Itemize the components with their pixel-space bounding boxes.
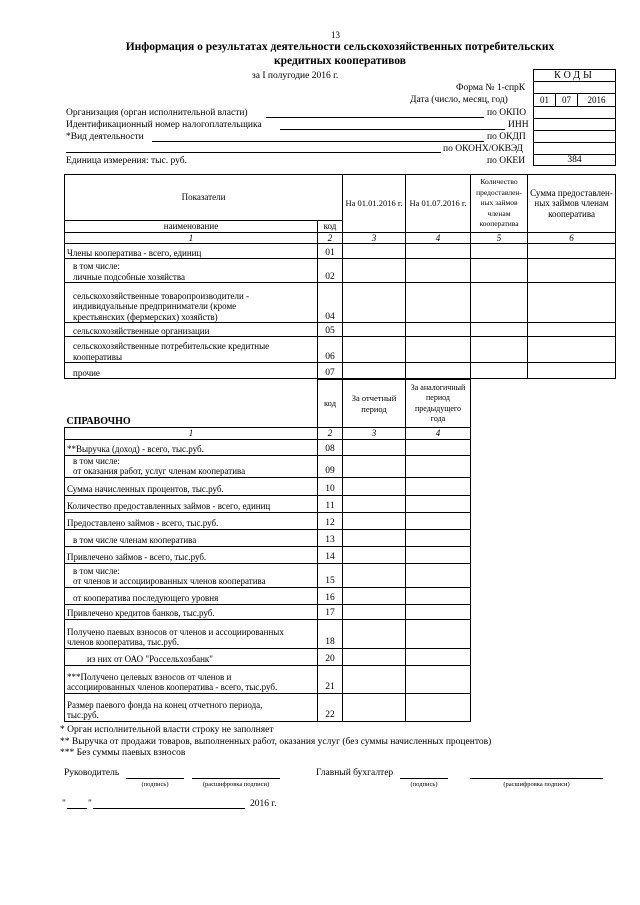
- count-header: Количество предоставлен- ных займов членам кооператива: [471, 175, 528, 233]
- table-row: [65, 619, 471, 648]
- table-row: [65, 323, 616, 337]
- okpo-label: по ОКПО: [487, 108, 527, 118]
- form-label: Форма № 1-спрК: [456, 83, 526, 93]
- value-cell[interactable]: [343, 512, 406, 529]
- value-cell[interactable]: [406, 283, 471, 323]
- colnum-6: 6: [528, 232, 616, 244]
- date-day-field[interactable]: [67, 808, 87, 809]
- colnum-1: 1: [65, 232, 318, 244]
- row-code: 07: [318, 363, 343, 379]
- report-period: за I полугодие 2016 г.: [252, 71, 339, 81]
- row-name: Получено паевых взносов от членов и ассоциированных: [67, 626, 284, 637]
- row-code: 20: [318, 648, 343, 665]
- current-period-header: За отчетный период: [343, 380, 406, 428]
- value-cell[interactable]: [343, 619, 406, 648]
- row-name: Размер паевого фонда на конец отчетного периода,: [67, 699, 263, 710]
- colnum-5: 5: [471, 232, 528, 244]
- row-code: 06: [318, 337, 343, 363]
- okdp-label: по ОКДП: [487, 132, 526, 142]
- reference-table: [64, 379, 471, 722]
- value-cell[interactable]: [528, 323, 616, 337]
- row-name-2: индивидуальные предприниматели (кроме: [73, 301, 237, 311]
- date-quote-open: ": [62, 799, 66, 809]
- colnum-2: 2: [318, 232, 343, 244]
- value-cell[interactable]: [471, 283, 528, 323]
- table-row: [65, 693, 471, 721]
- value-cell[interactable]: [343, 363, 406, 379]
- row-code: 16: [318, 587, 343, 604]
- table-row: [65, 283, 616, 323]
- row-code: 09: [318, 455, 343, 477]
- row-code: 11: [318, 495, 343, 512]
- row-name: из них от ОАО "Россельхозбанк": [87, 654, 213, 664]
- value-cell[interactable]: [406, 648, 471, 665]
- date2-header: На 01.07.2016 г.: [406, 175, 471, 233]
- codes-header: КОДЫ: [533, 69, 616, 82]
- table-row: [65, 563, 471, 587]
- value-cell[interactable]: [343, 244, 406, 259]
- row-name: сельскохозяйственные товаропроизводители -: [73, 290, 250, 301]
- row-code: 17: [318, 604, 343, 619]
- row-name-prefix: в том числе:: [73, 455, 120, 466]
- accountant-decoding-caption: (расшифровка подписи): [503, 781, 570, 788]
- value-cell[interactable]: [406, 693, 471, 721]
- value-cell[interactable]: [471, 323, 528, 337]
- value-cell[interactable]: [343, 283, 406, 323]
- table-row: [65, 587, 471, 604]
- org-label: Организация (орган исполнительной власти): [66, 108, 248, 118]
- value-cell[interactable]: [406, 363, 471, 379]
- row-name-prefix: в том числе:: [73, 565, 120, 576]
- table-row: [65, 495, 471, 512]
- table-row: [65, 259, 616, 283]
- row-name-2: кооперативы: [73, 351, 123, 362]
- row-code: 10: [318, 477, 343, 495]
- value-cell[interactable]: [406, 439, 471, 455]
- date-month-field[interactable]: [93, 808, 245, 809]
- colnum-3: 3: [343, 428, 406, 440]
- date-quote-close: ": [88, 799, 92, 809]
- table-row: [65, 648, 471, 665]
- spravochno-heading: СПРАВОЧНО: [66, 415, 131, 427]
- table-row: [65, 477, 471, 495]
- activity-field-2[interactable]: [66, 152, 441, 153]
- activity-label: *Вид деятельности: [66, 132, 144, 142]
- footnote-2: ** Выручка от продажи товаров, выполненных работ, оказания услуг (без суммы начисленных процентов): [60, 737, 492, 747]
- row-name: сельскохозяйственные потребительские кредитные: [73, 341, 270, 351]
- row-name: Привлечено кредитов банков, тыс.руб.: [65, 604, 318, 619]
- value-cell[interactable]: [343, 604, 406, 619]
- members-table: [64, 174, 616, 379]
- head-signature-field[interactable]: [126, 778, 184, 779]
- value-cell[interactable]: [528, 337, 616, 363]
- code-subheader: код: [318, 221, 343, 233]
- date-month-box[interactable]: 07: [555, 93, 578, 107]
- accountant-signature-caption: (подпись): [410, 781, 438, 788]
- row-name: сельскохозяйственные организации: [73, 325, 210, 336]
- okei-label: по ОКЕИ: [487, 156, 526, 166]
- value-cell[interactable]: [343, 337, 406, 363]
- value-cell[interactable]: [343, 648, 406, 665]
- value-cell[interactable]: [406, 244, 471, 259]
- row-code: 22: [318, 693, 343, 721]
- table-row: [65, 604, 471, 619]
- accountant-label: Главный бухгалтер: [316, 768, 394, 778]
- colnum-2: 2: [318, 428, 343, 440]
- table-row: [65, 363, 616, 379]
- okonh-label: по ОКОНХ/ОКВЭД: [443, 144, 523, 154]
- unit-label: Единица измерения: тыс. руб.: [66, 156, 187, 166]
- row-name: **Выручка (доход) - всего, тыс.руб.: [65, 439, 318, 455]
- row-name: от членов и ассоциированных членов кооператива: [73, 576, 266, 586]
- title-line-2: кредитных кооперативов: [274, 55, 406, 67]
- name-subheader: наименование: [65, 221, 318, 233]
- head-signature-caption: (подпись): [141, 781, 169, 788]
- value-cell[interactable]: [471, 259, 528, 283]
- colnum-3: 3: [343, 232, 406, 244]
- value-cell[interactable]: [406, 529, 471, 546]
- row-code: 04: [318, 283, 343, 323]
- value-cell[interactable]: [528, 283, 616, 323]
- value-cell[interactable]: [528, 259, 616, 283]
- code-header: код: [318, 380, 343, 428]
- value-cell[interactable]: [471, 244, 528, 259]
- row-name: Предоставлено займов - всего, тыс.руб.: [65, 512, 318, 529]
- row-name: Сумма начисленных процентов, тыс.руб.: [65, 477, 318, 495]
- value-cell[interactable]: [471, 337, 528, 363]
- value-cell[interactable]: [406, 665, 471, 693]
- row-name: Количество предоставленных займов - всего, единиц: [65, 495, 318, 512]
- head-decoding-caption: (расшифровка подписи): [202, 781, 270, 788]
- row-code: 18: [318, 619, 343, 648]
- value-cell[interactable]: [343, 259, 406, 283]
- row-code: 12: [318, 512, 343, 529]
- row-code: 08: [318, 439, 343, 455]
- sum-header: Сумма предоставлен- ных займов членам кооператива: [528, 175, 616, 233]
- indicators-header: Показатели: [65, 175, 343, 221]
- row-name: в том числе членам кооператива: [73, 535, 197, 545]
- value-cell[interactable]: [343, 439, 406, 455]
- row-name: Привлечено займов - всего, тыс.руб.: [65, 546, 318, 563]
- inn-field-label: Идентификационный номер налогоплательщика: [66, 120, 262, 130]
- value-cell[interactable]: [343, 546, 406, 563]
- table-row: [65, 455, 471, 477]
- value-cell[interactable]: [343, 477, 406, 495]
- value-cell[interactable]: [406, 512, 471, 529]
- page-number: 13: [331, 30, 340, 40]
- value-cell[interactable]: [343, 529, 406, 546]
- value-cell[interactable]: [528, 244, 616, 259]
- row-name: от оказания работ, услуг членам кооператива: [73, 466, 246, 476]
- table-row: [65, 546, 471, 563]
- value-cell[interactable]: [406, 587, 471, 604]
- row-name: Члены кооператива - всего, единиц: [65, 244, 318, 259]
- table-row: [65, 337, 616, 363]
- date-day-box[interactable]: 01: [533, 93, 556, 107]
- row-code: 02: [318, 259, 343, 283]
- value-cell[interactable]: [406, 477, 471, 495]
- table-row: [65, 439, 471, 455]
- value-cell[interactable]: [406, 259, 471, 283]
- row-code: 13: [318, 529, 343, 546]
- row-name: от кооператива последующего уровня: [73, 593, 219, 603]
- row-name-2: членов кооператива, тыс.руб.: [67, 637, 180, 647]
- table-row: [65, 244, 616, 259]
- value-cell[interactable]: [343, 587, 406, 604]
- date-year-box[interactable]: 2016: [577, 93, 616, 107]
- row-name: личные подсобные хозяйства: [73, 271, 185, 282]
- inn-field[interactable]: [280, 129, 505, 130]
- value-cell[interactable]: [343, 665, 406, 693]
- row-code: 01: [318, 244, 343, 259]
- row-code: 21: [318, 665, 343, 693]
- row-name-prefix: в том числе:: [73, 261, 120, 271]
- head-label: Руководитель: [64, 768, 120, 778]
- value-cell[interactable]: [343, 693, 406, 721]
- row-name-2: тыс.руб.: [67, 710, 99, 720]
- title-line-1: Информация о результатах деятельности сельскохозяйственных потребительских: [125, 41, 555, 53]
- accountant-decoding-field[interactable]: [470, 778, 603, 779]
- colnum-4: 4: [406, 232, 471, 244]
- colnum-1: 1: [65, 428, 318, 440]
- value-cell[interactable]: [528, 363, 616, 379]
- inn-label: ИНН: [508, 120, 529, 130]
- date1-header: На 01.01.2016 г.: [343, 175, 406, 233]
- table-row: [65, 529, 471, 546]
- value-cell[interactable]: [406, 604, 471, 619]
- activity-field[interactable]: [152, 141, 484, 142]
- row-name: прочие: [73, 367, 100, 378]
- date-label: Дата (число, месяц, год): [410, 95, 508, 105]
- row-code: 05: [318, 323, 343, 337]
- value-cell[interactable]: [343, 563, 406, 587]
- value-cell[interactable]: [406, 619, 471, 648]
- value-cell[interactable]: [343, 495, 406, 512]
- colnum-4: 4: [406, 428, 471, 440]
- head-decoding-field[interactable]: [192, 778, 280, 779]
- org-field[interactable]: [266, 117, 484, 118]
- previous-period-header: За аналогичный период предыдущего года: [406, 380, 471, 428]
- value-cell[interactable]: [406, 546, 471, 563]
- row-name-2: ассоциированных членов кооператива - всего, тыс.руб.: [67, 682, 278, 692]
- value-cell[interactable]: [406, 563, 471, 587]
- row-code: 14: [318, 546, 343, 563]
- value-cell[interactable]: [343, 323, 406, 337]
- value-cell[interactable]: [406, 455, 471, 477]
- value-cell[interactable]: [406, 337, 471, 363]
- okei-box[interactable]: 384: [533, 154, 616, 166]
- date-year: 2016 г.: [250, 799, 277, 809]
- footnote-3: *** Без суммы паевых взносов: [60, 748, 186, 758]
- value-cell[interactable]: [471, 363, 528, 379]
- accountant-signature-field[interactable]: [400, 778, 448, 779]
- value-cell[interactable]: [406, 323, 471, 337]
- table-row: [65, 512, 471, 529]
- value-cell[interactable]: [343, 455, 406, 477]
- row-name: ***Получено целевых взносов от членов и: [67, 671, 232, 682]
- footnote-1: * Орган исполнительной власти строку не заполняет: [60, 725, 274, 735]
- row-code: 15: [318, 563, 343, 587]
- table-row: [65, 665, 471, 693]
- row-name-3: крестьянских (фермерских) хозяйств): [73, 311, 218, 322]
- value-cell[interactable]: [406, 495, 471, 512]
